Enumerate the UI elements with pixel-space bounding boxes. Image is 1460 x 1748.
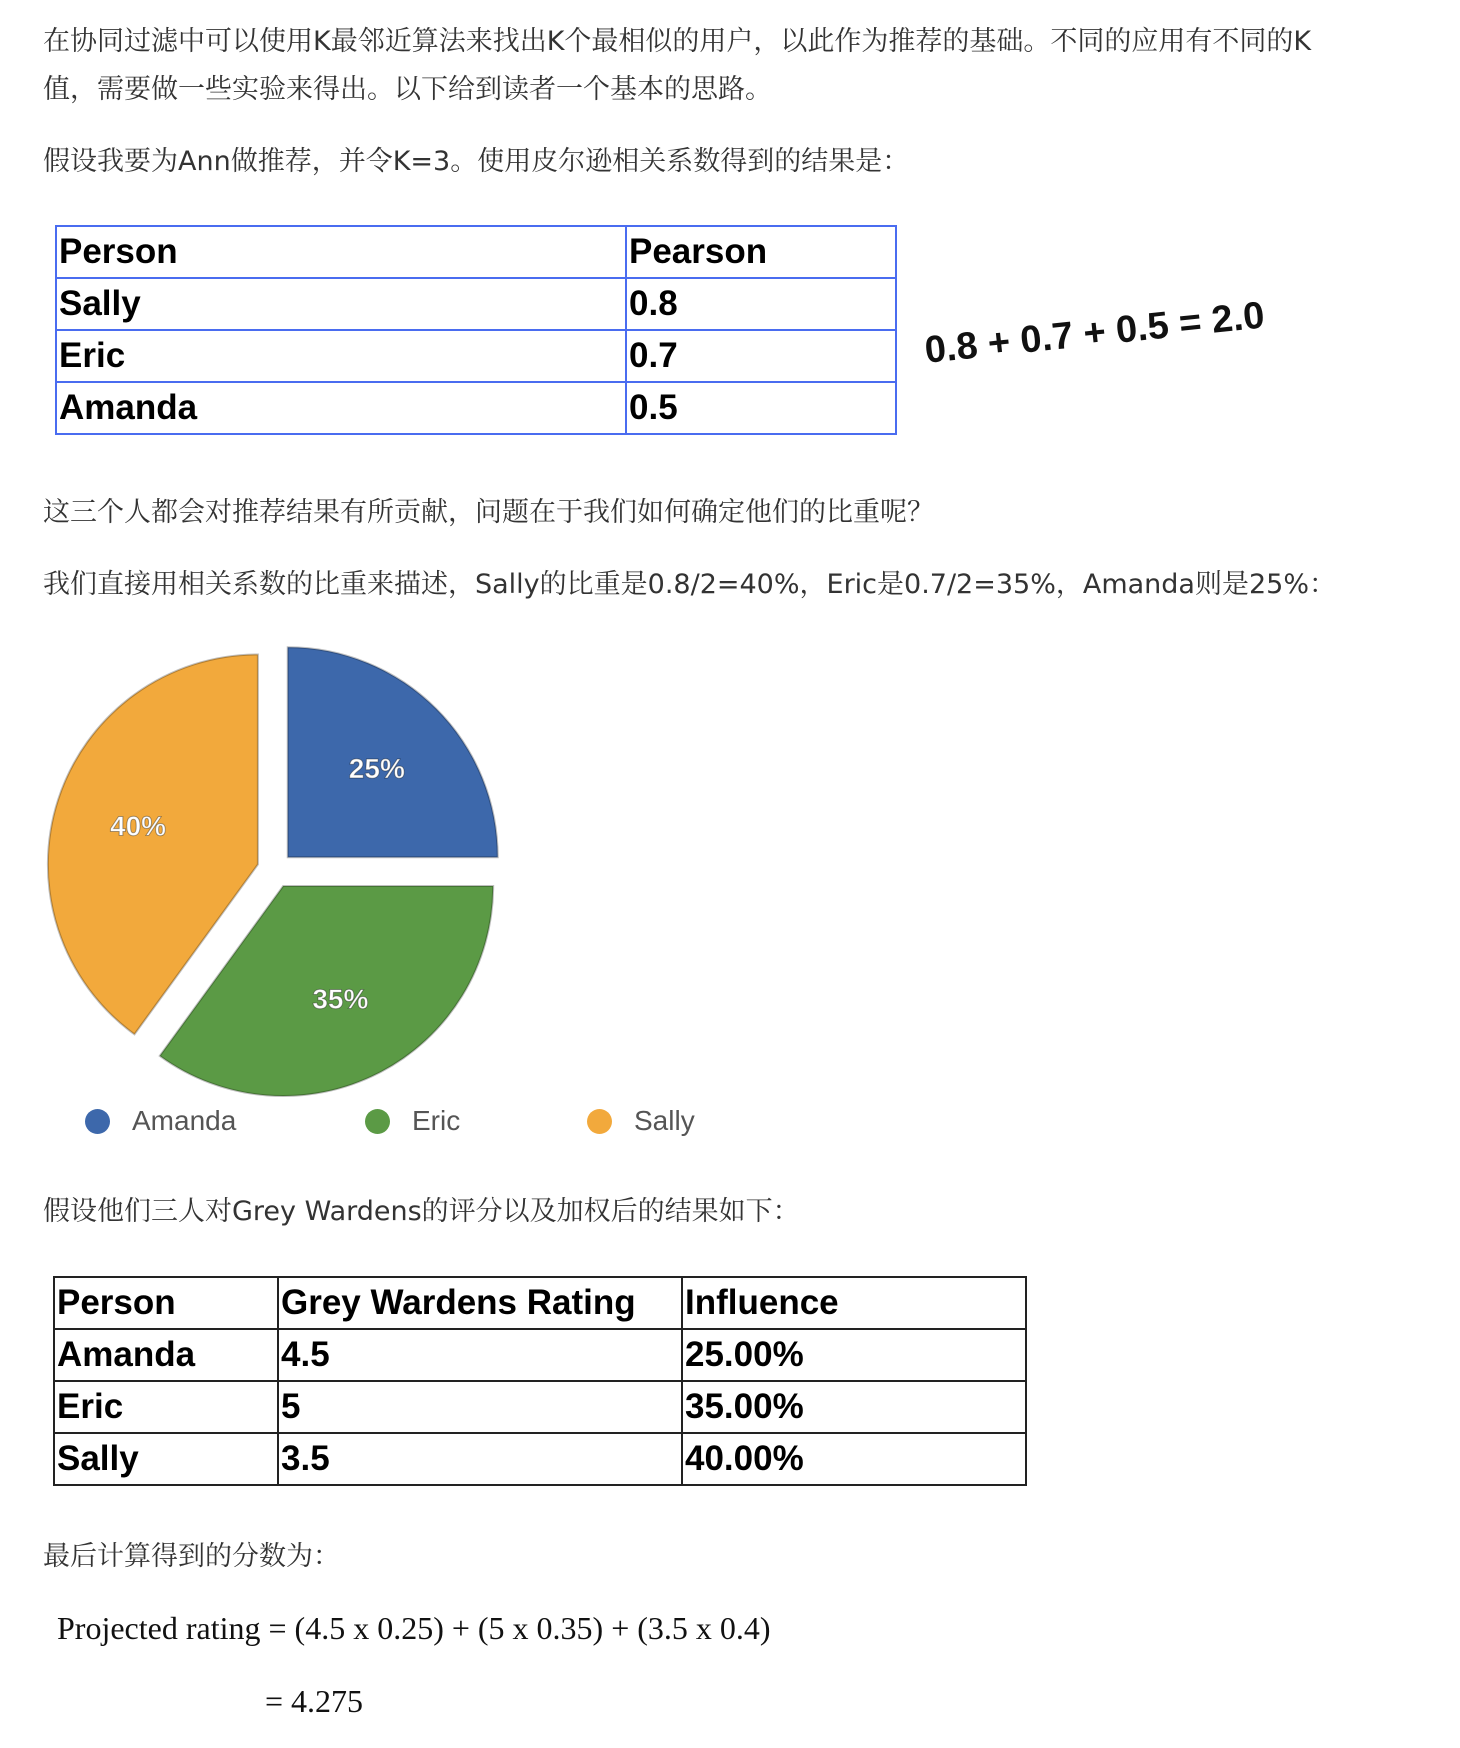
cell-person: Sally xyxy=(56,278,626,330)
cell-person: Amanda xyxy=(54,1329,278,1381)
cell-rating: 4.5 xyxy=(278,1329,682,1381)
ratings-intro-paragraph: 假设他们三人对Grey Wardens的评分以及加权后的结果如下： xyxy=(43,1196,800,1227)
table-row xyxy=(56,382,896,434)
cell-rating: 3.5 xyxy=(278,1433,682,1485)
ratings-table xyxy=(53,1276,1027,1486)
legend-dot xyxy=(85,1109,110,1134)
table-header-row xyxy=(56,226,896,278)
legend-label: Eric xyxy=(412,1105,461,1136)
legend-dot xyxy=(587,1109,612,1134)
cell-influence: 40.00% xyxy=(682,1433,1026,1485)
formula-line-1: Projected rating = (4.5 x 0.25) + (5 x 0.35) + (3.5 x 0.4) xyxy=(57,1610,771,1646)
contribution-paragraph: 这三个人都会对推荐结果有所贡献，问题在于我们如何确定他们的比重呢？ xyxy=(43,497,934,528)
chart-legend xyxy=(80,1105,780,1145)
cell-person: Eric xyxy=(54,1381,278,1433)
cell-person: Eric xyxy=(56,330,626,382)
cell-pearson: 0.8 xyxy=(626,278,896,330)
pie-label-sally: 40% xyxy=(110,810,167,842)
header-person: Person xyxy=(56,226,626,278)
header-influence: Influence xyxy=(682,1277,1026,1329)
legend-item xyxy=(85,1105,236,1137)
legend-item xyxy=(365,1105,460,1137)
header-rating: Grey Wardens Rating xyxy=(278,1277,682,1329)
table-header-row xyxy=(54,1277,1026,1329)
assume-paragraph: 假设我要为Ann做推荐，并令K=3。使用皮尔逊相关系数得到的结果是： xyxy=(43,146,910,177)
table-row xyxy=(54,1381,1026,1433)
header-person: Person xyxy=(54,1277,278,1329)
cell-influence: 25.00% xyxy=(682,1329,1026,1381)
table-row xyxy=(54,1433,1026,1485)
legend-dot xyxy=(365,1109,390,1134)
handwritten-sum: 0.8 + 0.7 + 0.5 = 2.0 xyxy=(922,294,1267,372)
cell-influence: 35.00% xyxy=(682,1381,1026,1433)
pie-chart xyxy=(40,630,520,1100)
table-row xyxy=(56,278,896,330)
cell-pearson: 0.7 xyxy=(626,330,896,382)
pie-label-eric: 35% xyxy=(312,983,369,1015)
final-paragraph: 最后计算得到的分数为： xyxy=(43,1541,340,1572)
legend-label: Amanda xyxy=(132,1105,237,1136)
cell-person: Amanda xyxy=(56,382,626,434)
weight-paragraph: 我们直接用相关系数的比重来描述，Sally的比重是0.8/2=40%，Eric是0.7/2=35%，Amanda则是25%： xyxy=(43,569,1336,600)
pie-label-amanda: 25% xyxy=(348,753,405,785)
intro-line-1: 在协同过滤中可以使用K最邻近算法来找出K个最相似的用户，以此作为推荐的基础。不同的应用有不同的K xyxy=(43,26,1312,57)
formula-line-2: = 4.275 xyxy=(265,1683,364,1719)
legend-label: Sally xyxy=(634,1105,695,1136)
legend-item xyxy=(587,1105,695,1137)
pearson-table xyxy=(55,225,897,435)
intro-line-2: 值，需要做一些实验来得出。以下给到读者一个基本的思路。 xyxy=(43,74,772,105)
cell-rating: 5 xyxy=(278,1381,682,1433)
table-row xyxy=(56,330,896,382)
cell-pearson: 0.5 xyxy=(626,382,896,434)
header-pearson: Pearson xyxy=(626,226,896,278)
table-row xyxy=(54,1329,1026,1381)
cell-person: Sally xyxy=(54,1433,278,1485)
